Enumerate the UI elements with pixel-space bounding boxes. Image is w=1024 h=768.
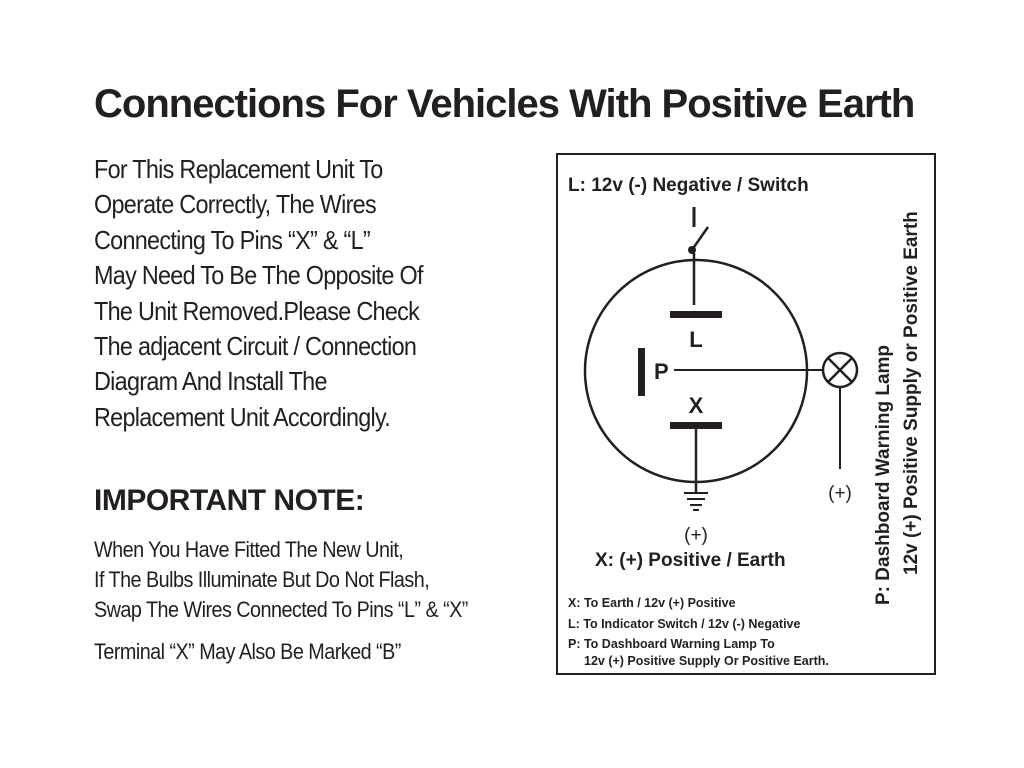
pin-x-bar [670, 422, 722, 429]
switch-lever [694, 227, 708, 247]
intro-line: Diagram And Install The [94, 366, 327, 397]
title-suffix: Earth [817, 82, 915, 126]
legend-x: X: To Earth / 12v (+) Positive [568, 596, 736, 610]
l-terminal-label: L: 12v (-) Negative / Switch [568, 175, 809, 196]
title-prefix: Connections For Vehicles With [94, 82, 652, 126]
legend-l: L: To Indicator Switch / 12v (-) Negative [568, 617, 801, 631]
intro-line: For This Replacement Unit To [94, 154, 383, 184]
circuit-diagram-svg [558, 155, 934, 673]
pin-p-bar [638, 348, 645, 396]
title-emphasis: Positive [661, 82, 807, 126]
terminal-note: Terminal “X” May Also Be Marked “B” [94, 639, 401, 664]
intro-line: Operate Correctly, The Wires [94, 189, 376, 220]
intro-line: May Need To Be The Opposite Of [94, 260, 423, 291]
note-line: Swap The Wires Connected To Pins “L” & “X” [94, 597, 468, 622]
note-line: When You Have Fitted The New Unit, [94, 537, 404, 562]
intro-line: The Unit Removed.Please Check [94, 295, 420, 326]
x-terminal-label: X: (+) Positive / Earth [595, 550, 786, 571]
intro-line: The adjacent Circuit / Connection [94, 331, 417, 362]
important-note-heading: IMPORTANT NOTE: [94, 484, 365, 517]
p-vertical-label-1: P: Dashboard Warning Lamp [873, 344, 894, 605]
pin-p-label: P [654, 359, 669, 384]
switch-contact [688, 246, 696, 254]
legend-p2: 12v (+) Positive Supply Or Positive Earth. [584, 654, 829, 668]
p-vertical-label-2: 12v (+) Positive Supply or Positive Earth [901, 211, 922, 575]
intro-line: Replacement Unit Accordingly. [94, 401, 391, 432]
connection-diagram [556, 153, 936, 675]
lamp-plus-label: (+) [828, 483, 852, 504]
legend-p1: P: To Dashboard Warning Lamp To [568, 637, 775, 651]
earth-plus-label: (+) [684, 525, 708, 546]
intro-line: Connecting To Pins “X” & “L” [94, 224, 370, 255]
page-title [94, 82, 954, 127]
note-line: If The Bulbs Illuminate But Do Not Flash, [94, 567, 430, 592]
intro-paragraph [94, 152, 490, 435]
pin-l-bar [670, 311, 722, 318]
pin-l-label: L [689, 327, 703, 352]
pin-x-label: X [688, 393, 704, 418]
important-note-body [94, 535, 517, 667]
